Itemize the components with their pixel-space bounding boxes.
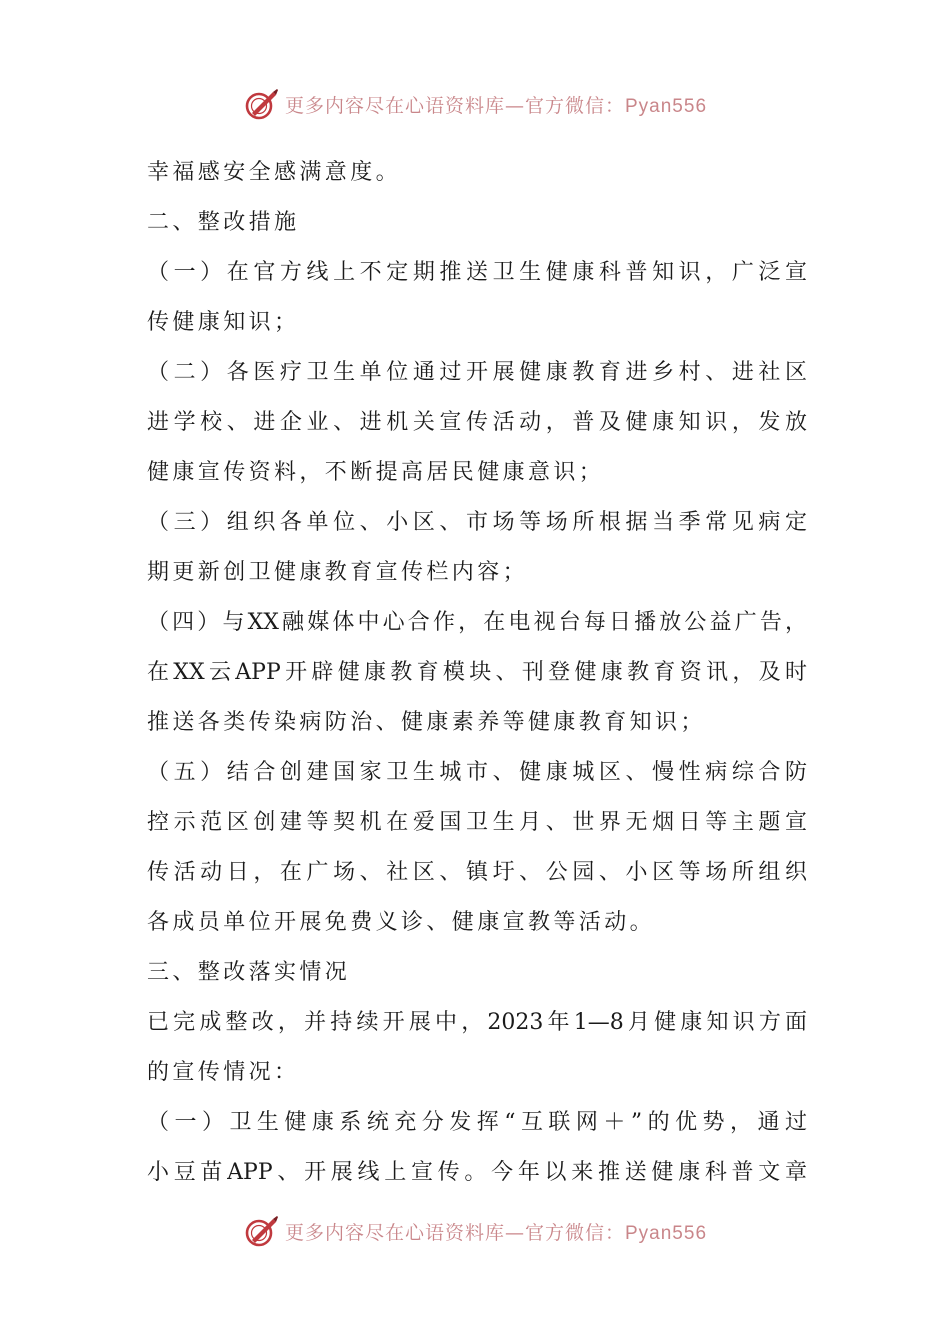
text-line: （四）与XX融媒体中心合作，在电视台每日播放公益广告， bbox=[147, 610, 807, 635]
text-line: （三）组织各单位、小区、市场等场所根据当季常见病定 bbox=[147, 510, 807, 535]
pen-in-circle-icon bbox=[243, 1213, 279, 1249]
text-line: （五）结合创建国家卫生城市、健康城区、慢性病综合防 bbox=[147, 760, 807, 785]
text-line: 健康宣传资料，不断提高居民健康意识； bbox=[147, 460, 605, 485]
pen-in-circle-icon bbox=[243, 86, 279, 122]
text-line: 已完成整改，并持续开展中，2023年1—8月健康知识方面 bbox=[147, 1010, 807, 1035]
section-heading: 三、整改落实情况 bbox=[147, 960, 351, 985]
section-heading: 二、整改措施 bbox=[147, 210, 300, 235]
text-line: 传活动日，在广场、社区、镇圩、公园、小区等场所组织 bbox=[147, 860, 807, 885]
watermark-text-top: 更多内容尽在心语资料库—官方微信：Pyan556 bbox=[284, 94, 708, 117]
watermark-banner-top bbox=[0, 82, 950, 126]
text-line: 进学校、进企业、进机关宣传活动，普及健康知识，发放 bbox=[147, 410, 807, 435]
text-line: 推送各类传染病防治、健康素养等健康教育知识； bbox=[147, 710, 706, 735]
text-line: 控示范区创建等契机在爱国卫生月、世界无烟日等主题宣 bbox=[147, 810, 807, 835]
text-line: （二）各医疗卫生单位通过开展健康教育进乡村、进社区 bbox=[147, 360, 807, 385]
watermark-banner-bottom bbox=[0, 1209, 950, 1253]
text-line: 幸福感安全感满意度。 bbox=[147, 160, 402, 185]
text-line: 传健康知识； bbox=[147, 310, 300, 335]
text-line: 在XX云APP开辟健康教育模块、刊登健康教育资讯，及时 bbox=[147, 660, 807, 685]
text-line: （一）卫生健康系统充分发挥“互联网＋”的优势，通过 bbox=[147, 1110, 807, 1135]
document-body bbox=[147, 148, 807, 1198]
watermark-text-bottom: 更多内容尽在心语资料库—官方微信：Pyan556 bbox=[284, 1221, 708, 1244]
text-line: 小豆苗APP、开展线上宣传。今年以来推送健康科普文章 bbox=[147, 1160, 807, 1185]
text-line: 期更新创卫健康教育宣传栏内容； bbox=[147, 560, 529, 585]
text-line: 各成员单位开展免费义诊、健康宣教等活动。 bbox=[147, 910, 656, 935]
text-line: （一）在官方线上不定期推送卫生健康科普知识，广泛宣 bbox=[147, 260, 807, 285]
text-line: 的宣传情况： bbox=[147, 1060, 300, 1085]
